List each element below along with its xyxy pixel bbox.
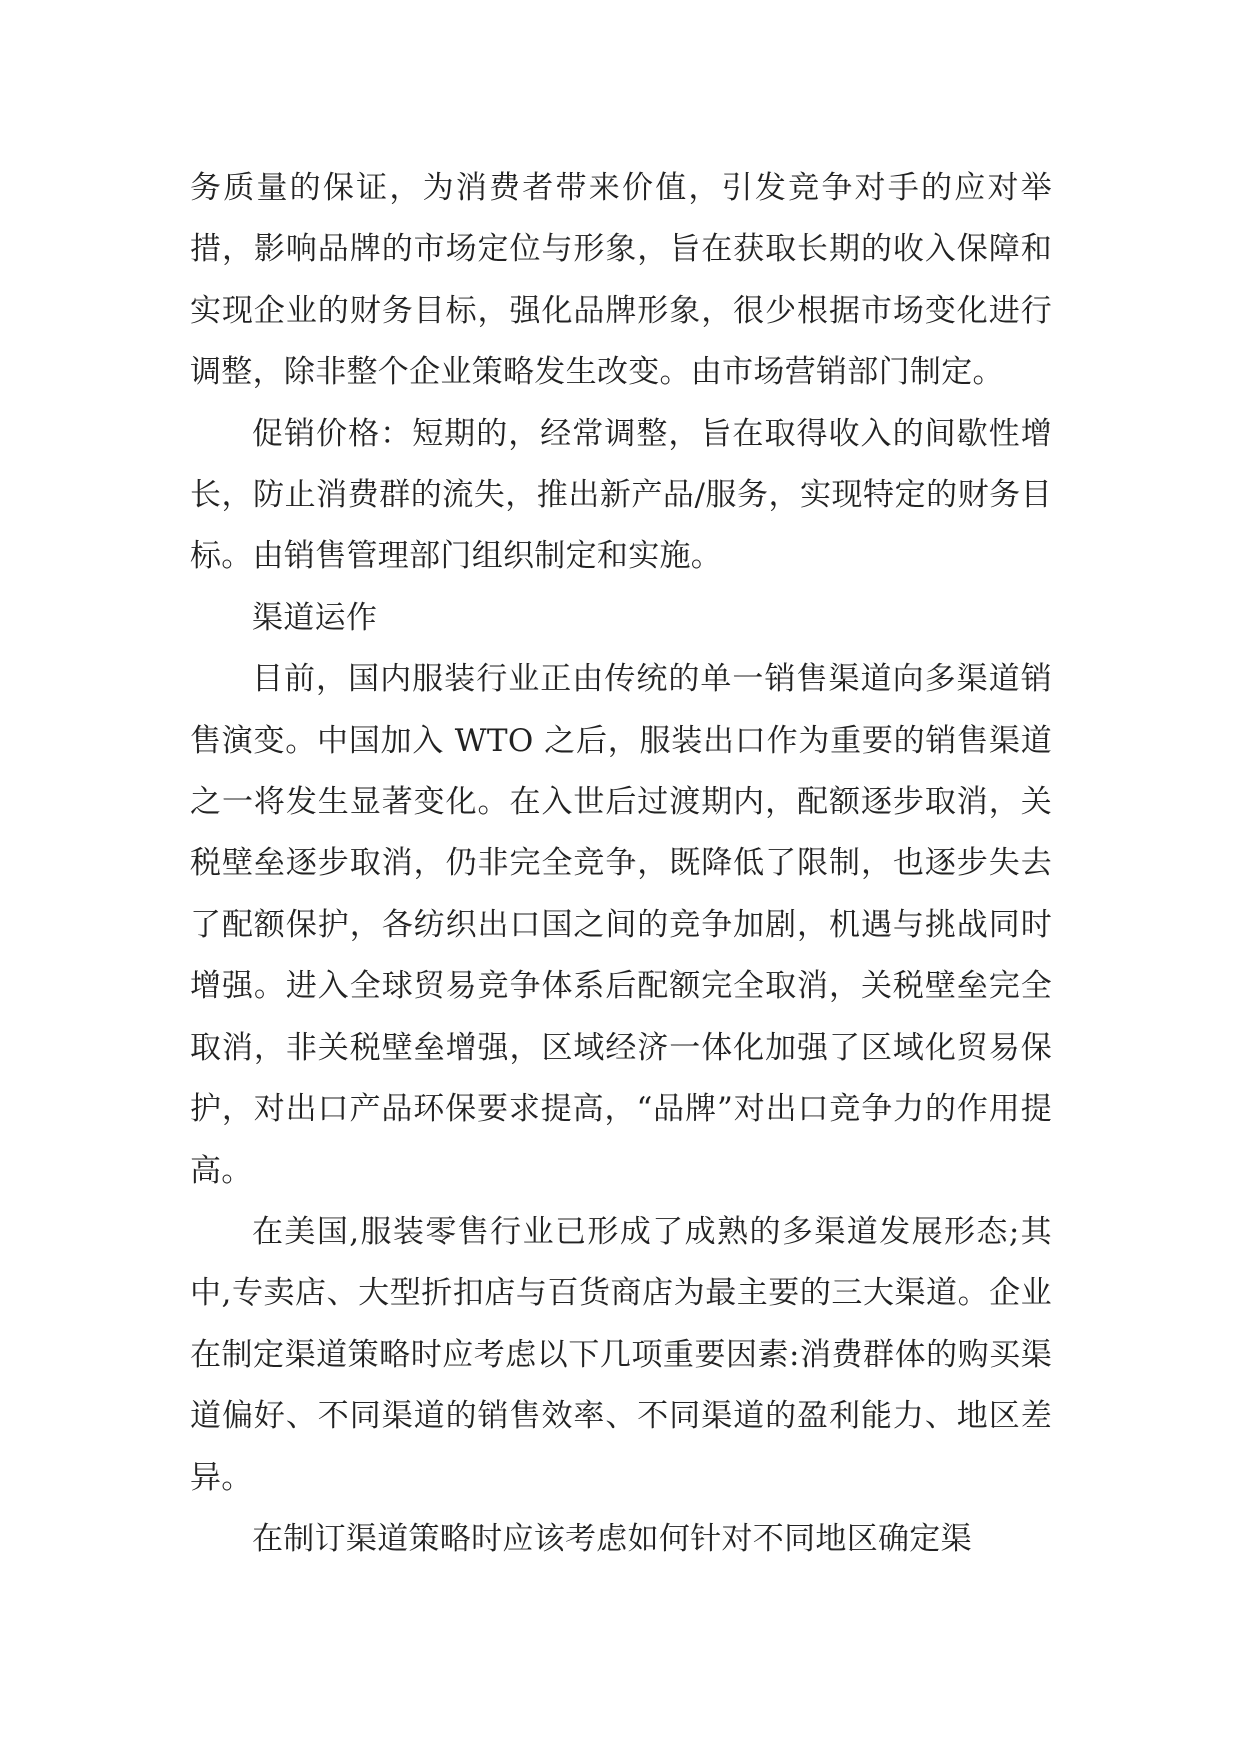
paragraph-channel-strategy: 在制订渠道策略时应该考虑如何针对不同地区确定渠 bbox=[252, 1520, 972, 1557]
paragraph-pricing-continued: 务质量的保证，为消费者带来价值，引发竞争对手的应对举措，影响品牌的市场定位与形象，旨在获取长期的收入保障和实现企业的财务目标，强化品牌形象，很少根据市场变化进行调整，除非整个企业策略发生改变。由市场营销部门制定。 bbox=[190, 170, 1052, 391]
section-heading-channel-operation: 渠道运作 bbox=[252, 599, 378, 636]
paragraph-promotional-price: 促销价格：短期的，经常调整，旨在取得收入的间歇性增长，防止消费群的流失，推出新产品/服务，实现特定的财务目标。由销售管理部门组织制定和实施。 bbox=[190, 415, 1052, 575]
paragraph-us-channels: 在美国,服装零售行业已形成了成熟的多渠道发展形态;其中,专卖店、大型折扣店与百货商店为最主要的三大渠道。企业在制定渠道策略时应考虑以下几项重要因素:消费群体的购买渠道偏好、不同渠道的销售效率、不同渠道的盈利能力、地区差异。 bbox=[190, 1213, 1052, 1496]
paragraph-domestic-channels: 目前，国内服装行业正由传统的单一销售渠道向多渠道销售演变。中国加入 WTO 之后，服装出口作为重要的销售渠道之一将发生显著变化。在入世后过渡期内，配额逐步取消，关税壁垒逐步取消，仍非完全竞争，既降低了限制，也逐步失去了配额保护，各纺织出口国之间的竞争加剧，机遇与挑战同时增强。进入全球贸易竞争体系后配额完全取消，关税壁垒完全取消，非关税壁垒增强，区域经济一体化加强了区域化贸易保护，对出口产品环保要求提高，“品牌”对出口竞争力的作用提高。 bbox=[190, 661, 1052, 1189]
document-body bbox=[190, 158, 1052, 1570]
